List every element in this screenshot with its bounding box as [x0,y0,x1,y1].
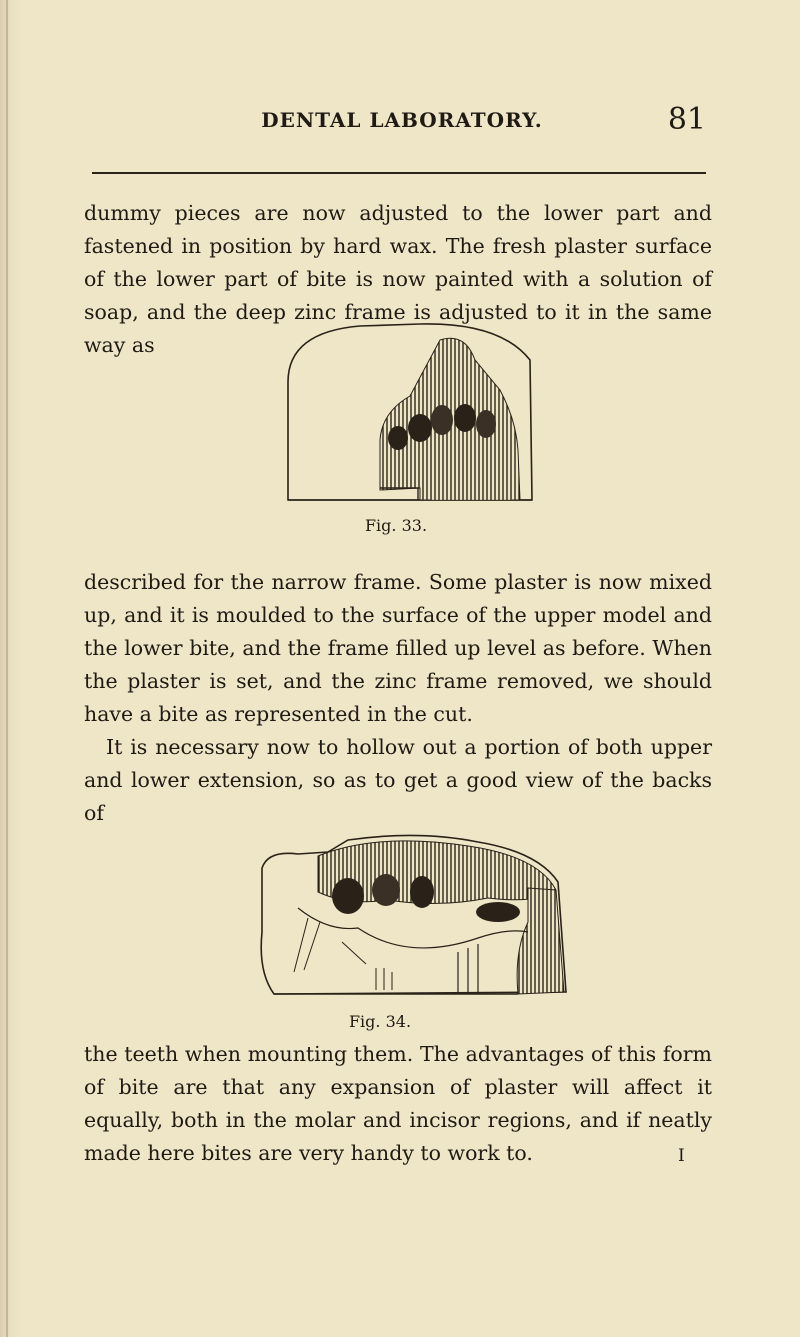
paragraph-1: dummy pieces are now adjusted to the lower part and fastened in position by hard wax. The fresh plaster surface of the lower part of bite is now painted with a solution of soap, and the deep zinc frame is adjusted to it in the same way as [84,201,712,357]
figure-34-illustration [238,832,578,1010]
figure-34-svg [238,832,578,1010]
figure-33-svg [270,320,540,512]
figure-33-illustration [270,320,540,512]
signature-mark: I [678,1146,685,1166]
page-number: 81 [667,102,706,137]
page-header [92,102,712,148]
paragraph-4: the teeth when mounting them. The advantages of this form of bite are that any expansion of plaster will affect it equally, both in the molar and incisor regions, and if neatly made here bites are very handy to work to. [84,1042,712,1165]
figure-33-caption: Fig. 33. [364,516,428,535]
page-gutter [6,0,8,1337]
paragraph-3-text: It is necessary now to hollow out a portion of both upper and lower extension, so as to get a good view of the backs of [84,735,712,825]
paragraph-2-text: described for the narrow frame. Some plaster is now mixed up, and it is moulded to the surface of the upper model and the lower bite, and the frame filled up level as before. When the plaster is set, and the zinc frame removed, we should have a bite as represented in the cut. [84,570,712,726]
figure-34-caption: Fig. 34. [348,1012,412,1031]
header-rule [92,172,706,174]
running-head: DENTAL LABORATORY. [261,108,543,132]
paragraph-2 [84,566,712,830]
